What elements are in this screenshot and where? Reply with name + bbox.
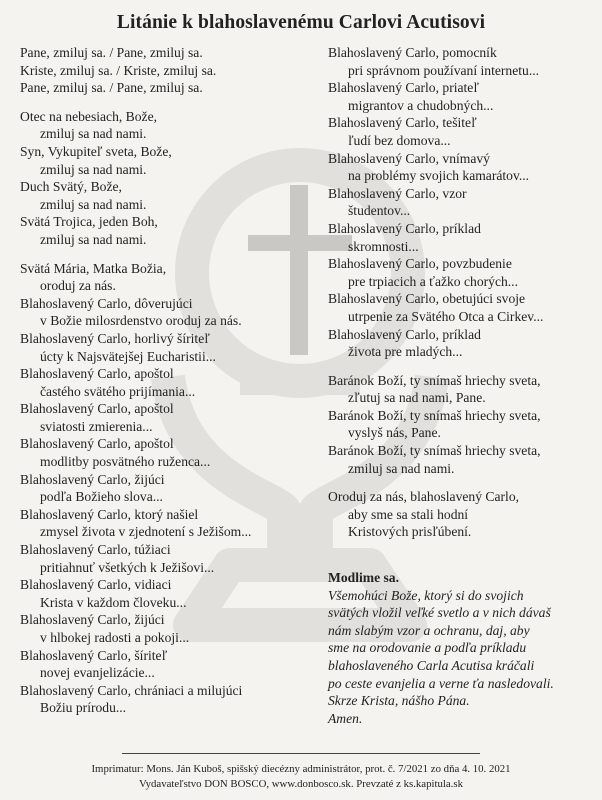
- imprimatur-footer: [0, 762, 602, 791]
- prayer-line: blahoslaveného Carla Acutisa kráčali: [328, 658, 535, 673]
- litany-invocation: Baránok Boží, ty snímaš hriechy sveta,: [328, 407, 541, 423]
- litany-invocation: Blahoslavený Carlo, túžiaci: [20, 542, 171, 558]
- prayer-line: Skrze Krista, nášho Pána.: [328, 693, 470, 709]
- litany-response: pritiahnuť všetkých k Ježišovi...: [40, 559, 215, 575]
- litany-response: úcty k Najsvätejšej Eucharistii...: [40, 348, 216, 364]
- litany-response: pre trpiacich a ťažko chorých...: [348, 273, 518, 289]
- litany-block: [328, 372, 598, 478]
- litany-block: [328, 44, 598, 361]
- prayer-line: sme na orodovanie a podľa príkladu: [328, 640, 527, 656]
- litany-block: [20, 260, 320, 717]
- litany-response: ľudí bez domova...: [348, 132, 451, 148]
- litany-invocation: Blahoslavený Carlo, príklad: [328, 220, 481, 236]
- litany-response: skromnosti...: [348, 238, 419, 254]
- litany-invocation: Blahoslavený Carlo, vnímavý: [328, 150, 490, 166]
- footer-divider: [122, 753, 480, 754]
- litany-invocation: Baránok Boží, ty snímaš hriechy sveta,: [328, 443, 541, 459]
- litany-invocation: Pane, zmiluj sa. / Pane, zmiluj sa.: [20, 80, 203, 96]
- litany-invocation: Oroduj za nás, blahoslavený Carlo,: [328, 489, 520, 505]
- litany-response: sviatosti zmierenia...: [40, 418, 153, 434]
- litany-response: na problémy svojich kamarátov...: [348, 168, 530, 184]
- publisher-line: Vydavateľstvo DON BOSCO, www.donbosco.sk. Prevzaté z ks.kapitula.sk: [139, 777, 463, 790]
- litany-invocation: Blahoslavený Carlo, apoštol: [20, 366, 174, 382]
- litany-block: [20, 108, 320, 249]
- litany-response: zmiluj sa nad nami.: [40, 126, 147, 142]
- page-title: Litánie k blahoslavenému Carlovi Acutisovi: [116, 12, 486, 33]
- litany-invocation: Blahoslavený Carlo, apoštol: [20, 436, 174, 452]
- litany-invocation: Blahoslavený Carlo, príklad: [328, 326, 481, 342]
- litany-response: zľutuj sa nad nami, Pane.: [348, 390, 486, 406]
- litany-invocation: Blahoslavený Carlo, horlivý šíriteľ: [20, 330, 210, 346]
- litany-invocation: Blahoslavený Carlo, žijúci: [20, 471, 165, 487]
- prayer-line: svätých vložil veľké svetlo a v nich dávaš: [328, 605, 551, 621]
- litany-invocation: Svätá Trojica, jeden Boh,: [20, 214, 158, 230]
- litany-block: [328, 488, 598, 541]
- litany-invocation: Svätá Mária, Matka Božia,: [20, 260, 167, 276]
- litany-invocation: Blahoslavený Carlo, dôverujúci: [20, 295, 193, 311]
- litany-response: života pre mladých...: [348, 344, 463, 360]
- litany-response: častého svätého prijímania...: [40, 383, 196, 399]
- litany-response: zmiluj sa nad nami.: [348, 460, 455, 476]
- litany-response: vyslyš nás, Pane.: [348, 425, 441, 441]
- litany-invocation: Blahoslavený Carlo, vidiaci: [20, 577, 172, 593]
- litany-response: študentov...: [348, 203, 411, 219]
- litany-invocation: Blahoslavený Carlo, priateľ: [328, 80, 479, 96]
- litany-invocation: Blahoslavený Carlo, vzor: [328, 185, 467, 201]
- litany-invocation: Blahoslavený Carlo, obetujúci svoje: [328, 291, 526, 307]
- litany-response: podľa Božieho slova...: [40, 489, 163, 505]
- litany-invocation: Pane, zmiluj sa. / Pane, zmiluj sa.: [20, 45, 203, 60]
- prayer-line: nám slabým vzor a ochranu, daj, aby: [328, 622, 530, 638]
- litany-response: modlitby posvätného ruženca...: [40, 454, 211, 470]
- litany-response: oroduj za nás.: [40, 278, 116, 294]
- prayer-text: [328, 587, 598, 728]
- litany-invocation: Blahoslavený Carlo, tešiteľ: [328, 115, 477, 131]
- litany-response: Krista v každom človeku...: [40, 594, 187, 610]
- litany-response: novej evanjelizácie...: [40, 665, 155, 681]
- litany-response: zmiluj sa nad nami.: [40, 196, 147, 212]
- litany-invocation: Blahoslavený Carlo, chrániaci a milujúci: [20, 682, 243, 698]
- litany-response: zmiluj sa nad nami.: [40, 231, 147, 247]
- litany-invocation: Blahoslavený Carlo, pomocník: [328, 45, 497, 60]
- litany-invocation: Blahoslavený Carlo, ktorý našiel: [20, 506, 199, 522]
- litany-response: v Božie milosrdenstvo oroduj za nás.: [40, 313, 242, 329]
- litany-invocation: Blahoslavený Carlo, žijúci: [20, 612, 165, 628]
- litany-response: migrantov a chudobných...: [348, 97, 494, 113]
- imprimatur-line: Imprimatur: Mons. Ján Kuboš, spišský diecézny administrátor, prot. č. 7/2021 zo dňa 4. 10. 2021: [91, 763, 511, 775]
- litany-invocation: Otec na nebesiach, Bože,: [20, 108, 158, 124]
- litany-block: [20, 44, 320, 97]
- litany-invocation: Kriste, zmiluj sa. / Kriste, zmiluj sa.: [20, 62, 217, 78]
- prayer-line: po ceste evanjelia a verne ťa nasledovali.: [328, 675, 554, 691]
- litany-response: Kristových prisľúbení.: [348, 524, 472, 540]
- litany-response: v hlbokej radosti a pokoji...: [40, 630, 190, 645]
- litany-invocation: Syn, Vykupiteľ sveta, Bože,: [20, 143, 172, 159]
- prayer-heading: Modlime sa.: [328, 570, 399, 586]
- litany-invocation: Duch Svätý, Bože,: [20, 179, 122, 195]
- litany-response: zmiluj sa nad nami.: [40, 161, 147, 177]
- prayer-line: Amen.: [328, 710, 363, 726]
- litany-right-column: [328, 44, 598, 727]
- litany-response: zmysel života v zjednotení s Ježišom...: [40, 524, 252, 540]
- litany-invocation: Blahoslavený Carlo, šíriteľ: [20, 647, 168, 663]
- litany-response: aby sme sa stali hodní: [348, 506, 469, 522]
- litany-invocation: Blahoslavený Carlo, povzbudenie: [328, 256, 512, 272]
- litany-invocation: Blahoslavený Carlo, apoštol: [20, 401, 174, 417]
- litany-left-column: [20, 44, 320, 728]
- litany-response: Božiu prírodu...: [40, 700, 127, 716]
- litany-response: utrpenie za Svätého Otca a Cirkev...: [348, 308, 544, 324]
- litany-invocation: Baránok Boží, ty snímaš hriechy sveta,: [328, 372, 541, 388]
- prayer-line: Všemohúci Bože, ktorý si do svojich: [328, 587, 524, 603]
- litany-response: pri správnom používaní internetu...: [348, 62, 540, 78]
